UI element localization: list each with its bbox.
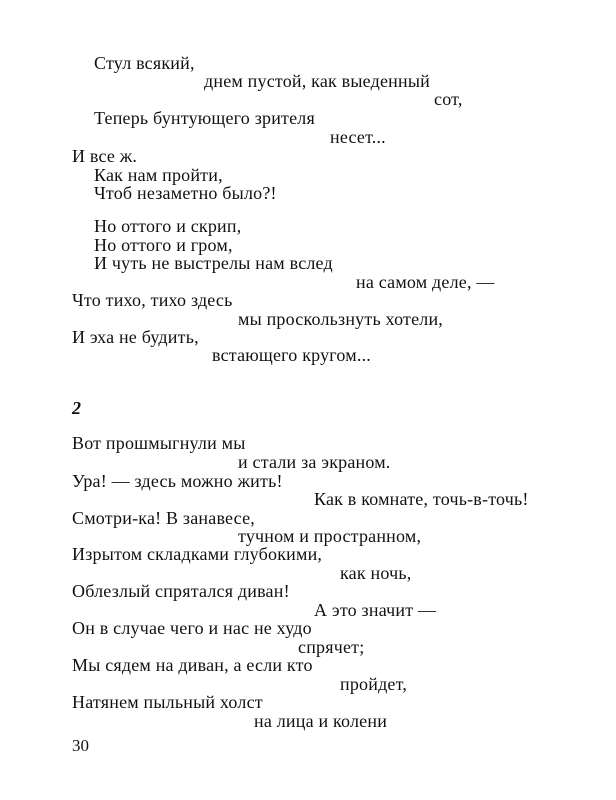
poem-line: на самом деле, — xyxy=(356,272,495,292)
poem-line: Ура! — здесь можно жить! xyxy=(72,471,283,491)
poem-line: Вот прошмыгнули мы xyxy=(72,433,246,453)
poem-line: Как в комнате, точь-в-точь! xyxy=(314,489,529,509)
poem-line: днем пустой, как выеденный xyxy=(204,71,430,91)
poem-line: Но оттого и скрип, xyxy=(94,216,242,236)
poem-line: Смотри-ка! В занавесе, xyxy=(72,508,255,528)
poem-line: как ночь, xyxy=(340,563,412,583)
poem-line: мы проскользнуть хотели, xyxy=(238,309,444,329)
poem-line: Но оттого и гром, xyxy=(94,235,233,255)
poem-line: Что тихо, тихо здесь xyxy=(72,290,233,310)
poem-line: Как нам пройти, xyxy=(94,165,223,185)
poem-line: спрячет; xyxy=(298,637,365,657)
poem-line: Теперь бунтующего зрителя xyxy=(94,108,315,128)
section-number: 2 xyxy=(72,398,81,418)
poem-line: несет... xyxy=(330,127,386,147)
poem-line: Он в случае чего и нас не худо xyxy=(72,618,312,638)
page-number: 30 xyxy=(72,736,89,755)
poem-line: сот, xyxy=(434,89,463,109)
poem-line: Стул всякий, xyxy=(94,53,195,73)
poem-line: и стали за экраном. xyxy=(238,452,391,472)
poem-line: И все ж. xyxy=(72,146,138,166)
poem-line: Мы сядем на диван, а если кто xyxy=(72,655,313,675)
poem-line: Чтоб незаметно было?! xyxy=(94,183,277,203)
poem-line: пройдет, xyxy=(340,674,408,694)
poem-line: встающего кругом... xyxy=(212,345,371,365)
poem-line: Натянем пыльный холст xyxy=(72,692,263,712)
poem-line: И эха не будить, xyxy=(72,327,199,347)
poem-line: Облезлый спрятался диван! xyxy=(72,581,290,601)
poem-line: И чуть не выстрелы нам вслед xyxy=(94,253,333,273)
poem-line: тучном и пространном, xyxy=(238,526,422,546)
poem-line: на лица и колени xyxy=(254,711,388,731)
poem-line: Изрытом складками глубокими, xyxy=(72,544,323,564)
poem-line: А это значит — xyxy=(314,600,437,620)
